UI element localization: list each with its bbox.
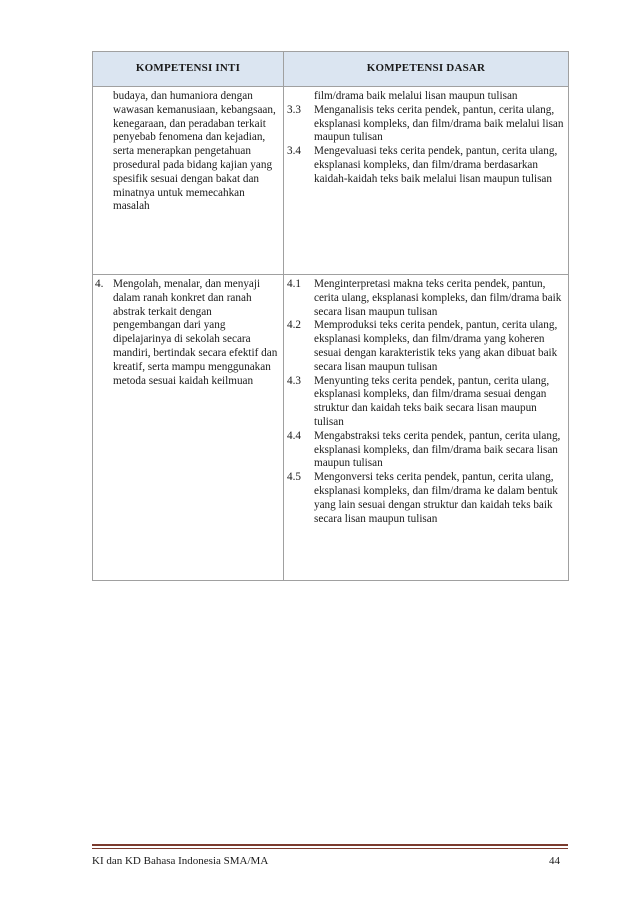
- kd-number: [286, 90, 314, 104]
- table-header-row: [93, 52, 569, 87]
- ki-cell: [93, 87, 284, 275]
- kd-cell: [284, 275, 569, 581]
- page-number: 44: [549, 855, 560, 867]
- ki-text: budaya, dan humaniora dengan wawasan kemanusiaan, kebangsaan, kenegaraan, dan peradaban terkait penyebab fenomena dan kejadian, serta menerapkan pengetahuan prosedural pada bidang kajian yang spesifik sesuai dengan bakat dan minatnya untuk memecahkan masalah: [113, 90, 276, 213]
- kd-item: [286, 145, 566, 186]
- kd-text: Mengonversi teks cerita pendek, pantun, cerita ulang, eksplanasi kompleks, dan film/drama ke dalam bentuk yang lain sesuai dengan struktur dan kaidah teks baik secara lisan maupun tulisan: [314, 471, 558, 525]
- kd-number: 4.5: [287, 471, 301, 484]
- kd-text: Menginterpretasi makna teks cerita pendek, pantun, cerita ulang, eksplanasi kompleks, dan film/drama baik secara lisan maupun tulisan: [314, 278, 562, 318]
- kd-item: [286, 90, 566, 104]
- kd-item: [286, 471, 566, 526]
- ki-number: [95, 90, 113, 214]
- table-row: [93, 275, 569, 581]
- footer-title: KI dan KD Bahasa Indonesia SMA/MA: [92, 855, 269, 867]
- ki-item: [95, 90, 281, 214]
- kd-text: film/drama baik melalui lisan maupun tulisan: [314, 90, 518, 102]
- kd-number: 3.4: [287, 145, 301, 158]
- table-row: [93, 87, 569, 275]
- kd-text: Menyunting teks cerita pendek, pantun, cerita ulang, eksplanasi kompleks, dan film/drama sesuai dengan struktur dan kaidah teks baik secara lisan maupun tulisan: [314, 374, 550, 428]
- kd-item: [286, 104, 566, 145]
- kd-text: Mengevaluasi teks cerita pendek, pantun, cerita ulang, eksplanasi kompleks, dan film/drama berdasarkan kaidah-kaidah teks baik melalui lisan maupun tulisan: [314, 145, 558, 185]
- header-kompetensi-dasar: KOMPETENSI DASAR: [284, 52, 569, 87]
- kd-number: 3.3: [287, 103, 301, 116]
- kd-number: 4.2: [287, 319, 301, 332]
- ki-item: [95, 278, 281, 388]
- footer-divider-thin: [92, 848, 568, 849]
- kd-item: [286, 375, 566, 430]
- ki-number: 4.: [95, 278, 104, 290]
- kd-text: Memproduksi teks cerita pendek, pantun, cerita ulang, eksplanasi kompleks, dan film/drama yang koheren sesuai dengan karakteristik teks yang akan dibuat baik secara lisan maupun tulisan: [314, 319, 558, 373]
- kd-number: 4.4: [287, 429, 301, 442]
- kd-cell: [284, 87, 569, 275]
- kd-item: [286, 430, 566, 471]
- kd-number: 4.3: [287, 374, 301, 387]
- kd-item: [286, 278, 566, 319]
- kd-text: Mengabstraksi teks cerita pendek, pantun, cerita ulang, eksplanasi kompleks, dan film/drama baik secara lisan maupun tulisan: [314, 429, 561, 470]
- ki-cell: [93, 275, 284, 581]
- kd-item: [286, 319, 566, 374]
- footer-divider: [92, 844, 568, 846]
- kd-text: Menganalisis teks cerita pendek, pantun, cerita ulang, eksplanasi kompleks, dan film/drama baik melalui lisan maupun tulisan: [314, 103, 564, 144]
- kd-number: 4.1: [287, 278, 301, 290]
- ki-text: Mengolah, menalar, dan menyaji dalam ranah konkret dan ranah abstrak terkait dengan pengembangan dari yang dipelajarinya di sekolah secara mandiri, bertindak secara efektif dan kreatif, serta mampu menggunakan metoda sesuai kaidah keilmuan: [113, 278, 278, 387]
- competency-table: [92, 51, 569, 581]
- header-kompetensi-inti: KOMPETENSI INTI: [93, 52, 284, 87]
